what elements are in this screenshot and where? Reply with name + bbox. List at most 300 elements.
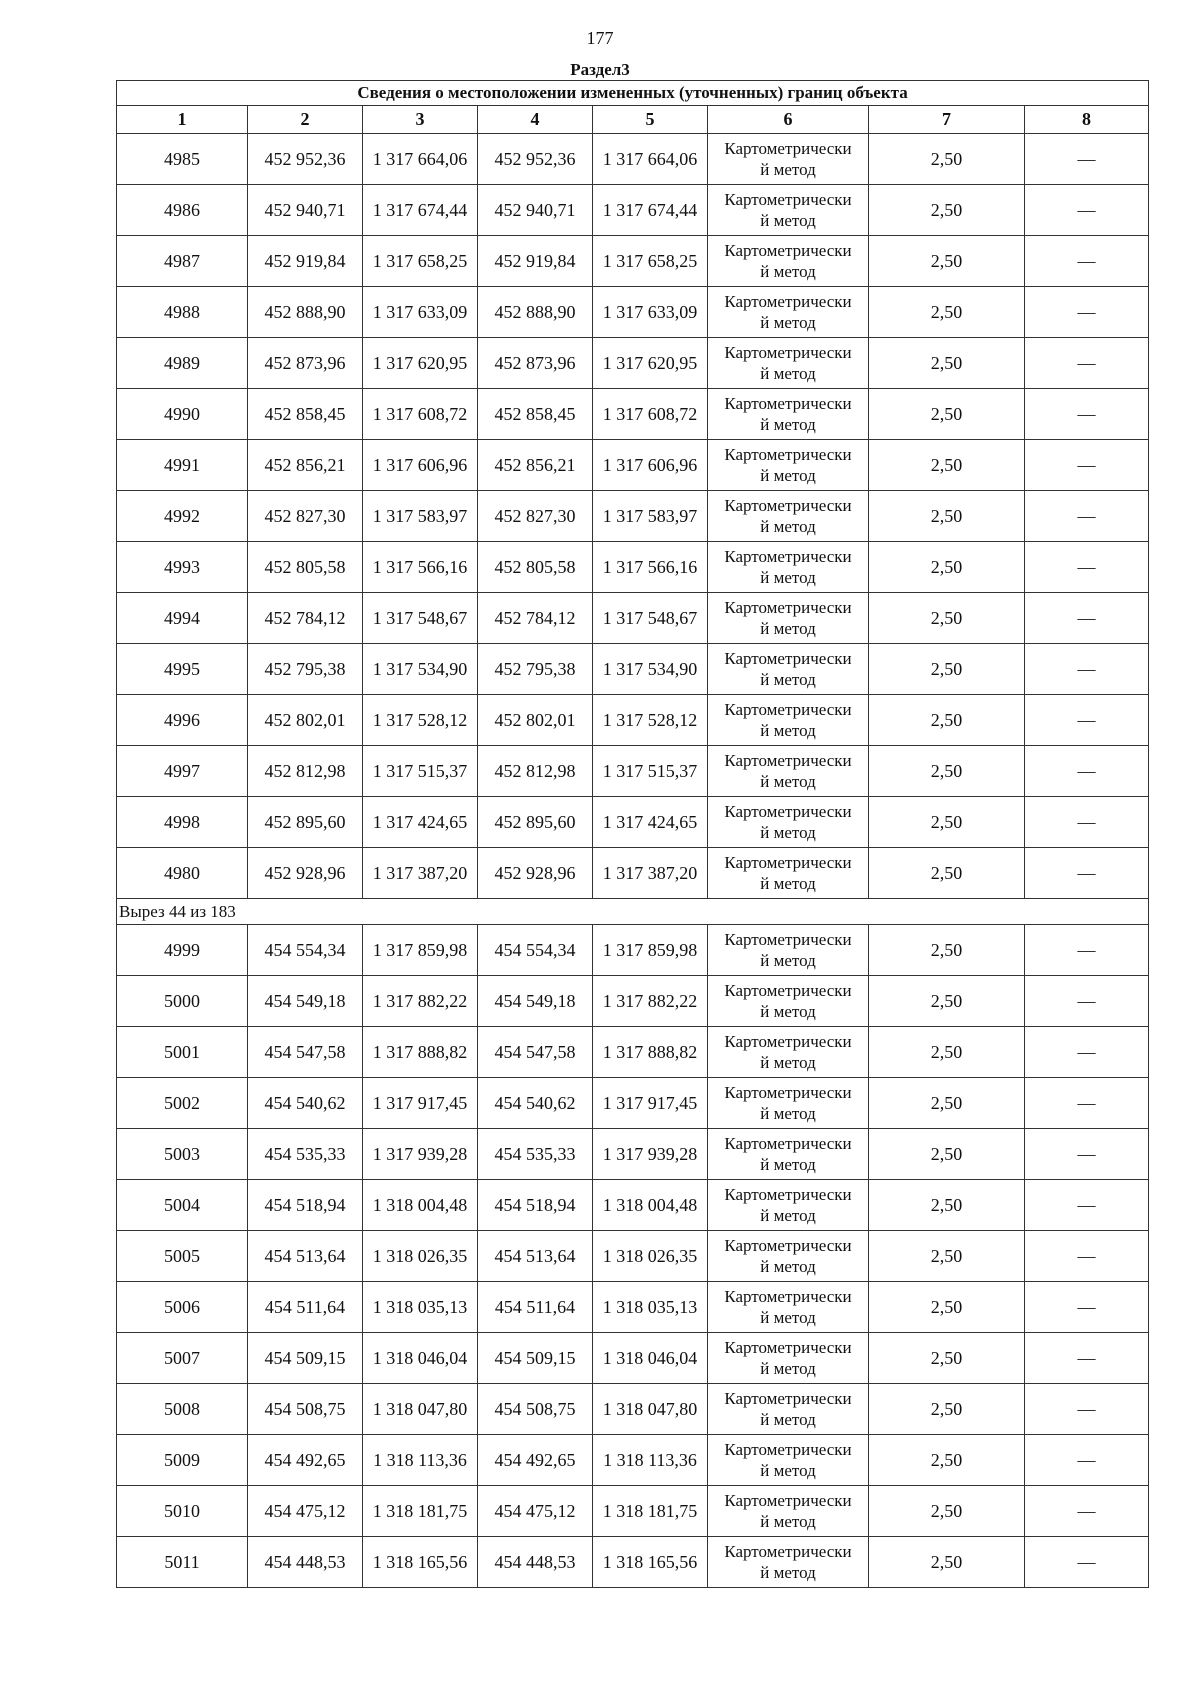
coord-x-new: 452 805,58 [478,542,593,593]
method-line-1: Картометрически [724,1542,852,1561]
accuracy: 2,50 [869,593,1025,644]
description-dash: — [1025,389,1149,440]
coord-y-existing: 1 317 534,90 [363,644,478,695]
table-row [117,1027,1149,1078]
point-number: 5006 [117,1282,248,1333]
coord-x-new: 454 554,34 [478,925,593,976]
description-dash: — [1025,797,1149,848]
method-cell [708,797,869,848]
coord-x-new: 454 549,18 [478,976,593,1027]
coord-x-existing: 454 547,58 [248,1027,363,1078]
coord-x-new: 452 858,45 [478,389,593,440]
coord-x-new: 454 448,53 [478,1537,593,1588]
accuracy: 2,50 [869,134,1025,185]
coord-x-new: 454 535,33 [478,1129,593,1180]
coord-y-existing: 1 317 583,97 [363,491,478,542]
accuracy: 2,50 [869,287,1025,338]
accuracy: 2,50 [869,440,1025,491]
group-label: Вырез 44 из 183 [117,899,1149,925]
description-dash: — [1025,134,1149,185]
accuracy: 2,50 [869,1027,1025,1078]
table-row [117,1435,1149,1486]
point-number: 4994 [117,593,248,644]
coord-y-existing: 1 317 658,25 [363,236,478,287]
method-line-1: Картометрически [724,598,852,617]
coord-y-existing: 1 317 620,95 [363,338,478,389]
coord-y-new: 1 317 882,22 [593,976,708,1027]
method-line-2: й метод [760,211,816,230]
coord-y-new: 1 318 165,56 [593,1537,708,1588]
section-title: Раздел3 [570,60,630,79]
coord-x-existing: 452 784,12 [248,593,363,644]
coord-x-existing: 452 827,30 [248,491,363,542]
accuracy: 2,50 [869,976,1025,1027]
column-header-4: 4 [478,106,593,134]
method-line-2: й метод [760,874,816,893]
accuracy: 2,50 [869,185,1025,236]
accuracy: 2,50 [869,491,1025,542]
point-number: 5009 [117,1435,248,1486]
coord-y-existing: 1 317 515,37 [363,746,478,797]
description-dash: — [1025,1333,1149,1384]
table-row [117,593,1149,644]
coord-x-new: 454 508,75 [478,1384,593,1435]
coord-y-existing: 1 318 047,80 [363,1384,478,1435]
accuracy: 2,50 [869,746,1025,797]
description-dash: — [1025,185,1149,236]
method-line-1: Картометрически [724,1338,852,1357]
accuracy: 2,50 [869,338,1025,389]
coord-x-existing: 454 448,53 [248,1537,363,1588]
column-header-5: 5 [593,106,708,134]
method-line-2: й метод [760,160,816,179]
point-number: 4997 [117,746,248,797]
coord-x-new: 454 547,58 [478,1027,593,1078]
coord-x-existing: 452 873,96 [248,338,363,389]
coord-x-new: 454 518,94 [478,1180,593,1231]
coord-y-new: 1 317 674,44 [593,185,708,236]
coord-x-existing: 454 509,15 [248,1333,363,1384]
method-line-1: Картометрически [724,1287,852,1306]
description-dash: — [1025,1435,1149,1486]
coord-x-new: 452 888,90 [478,287,593,338]
description-dash: — [1025,1384,1149,1435]
coord-y-new: 1 317 424,65 [593,797,708,848]
coord-x-existing: 452 795,38 [248,644,363,695]
point-number: 5010 [117,1486,248,1537]
coord-y-new: 1 317 548,67 [593,593,708,644]
table-row [117,491,1149,542]
point-number: 4993 [117,542,248,593]
description-dash: — [1025,1129,1149,1180]
point-number: 4998 [117,797,248,848]
coord-x-new: 454 475,12 [478,1486,593,1537]
table-title-row [117,81,1149,106]
coord-x-existing: 452 895,60 [248,797,363,848]
table-row [117,1129,1149,1180]
method-line-2: й метод [760,466,816,485]
coord-y-new: 1 317 387,20 [593,848,708,899]
method-line-2: й метод [760,1053,816,1072]
coord-y-existing: 1 317 633,09 [363,287,478,338]
coord-y-new: 1 318 046,04 [593,1333,708,1384]
point-number: 4990 [117,389,248,440]
group-separator-row [117,899,1149,925]
coord-x-existing: 454 508,75 [248,1384,363,1435]
coord-y-existing: 1 317 387,20 [363,848,478,899]
coord-y-new: 1 317 664,06 [593,134,708,185]
column-header-row [117,106,1149,134]
coord-x-new: 452 856,21 [478,440,593,491]
coord-y-existing: 1 317 606,96 [363,440,478,491]
coord-y-new: 1 317 606,96 [593,440,708,491]
method-line-2: й метод [760,1410,816,1429]
method-cell [708,593,869,644]
coord-y-new: 1 318 113,36 [593,1435,708,1486]
description-dash: — [1025,1180,1149,1231]
point-number: 4991 [117,440,248,491]
coord-x-existing: 454 475,12 [248,1486,363,1537]
point-number: 5003 [117,1129,248,1180]
point-number: 4989 [117,338,248,389]
accuracy: 2,50 [869,1078,1025,1129]
method-line-1: Картометрически [724,1083,852,1102]
coord-x-existing: 452 858,45 [248,389,363,440]
description-dash: — [1025,440,1149,491]
method-line-2: й метод [760,619,816,638]
method-cell [708,1282,869,1333]
method-line-2: й метод [760,1257,816,1276]
method-line-2: й метод [760,415,816,434]
method-cell [708,1333,869,1384]
method-line-2: й метод [760,1206,816,1225]
method-line-2: й метод [760,721,816,740]
accuracy: 2,50 [869,1537,1025,1588]
table-row [117,976,1149,1027]
coord-y-new: 1 317 534,90 [593,644,708,695]
table-row [117,542,1149,593]
coordinates-table [116,80,1149,1588]
method-cell [708,644,869,695]
method-line-1: Картометрически [724,802,852,821]
method-line-1: Картометрически [724,930,852,949]
column-header-8: 8 [1025,106,1149,134]
coord-x-new: 452 812,98 [478,746,593,797]
point-number: 5000 [117,976,248,1027]
column-header-1: 1 [117,106,248,134]
method-line-2: й метод [760,1461,816,1480]
accuracy: 2,50 [869,695,1025,746]
method-line-2: й метод [760,1104,816,1123]
method-cell [708,389,869,440]
coord-x-existing: 454 540,62 [248,1078,363,1129]
coord-x-new: 452 940,71 [478,185,593,236]
point-number: 5011 [117,1537,248,1588]
method-line-1: Картометрически [724,1389,852,1408]
method-cell [708,338,869,389]
point-number: 4995 [117,644,248,695]
method-line-1: Картометрически [724,1491,852,1510]
coord-x-existing: 454 492,65 [248,1435,363,1486]
point-number: 4992 [117,491,248,542]
coord-y-existing: 1 317 566,16 [363,542,478,593]
coord-y-existing: 1 317 548,67 [363,593,478,644]
coord-x-new: 454 513,64 [478,1231,593,1282]
point-number: 4985 [117,134,248,185]
table-row [117,1231,1149,1282]
coord-x-existing: 454 554,34 [248,925,363,976]
accuracy: 2,50 [869,644,1025,695]
table-row [117,746,1149,797]
table-row [117,236,1149,287]
coord-y-new: 1 317 620,95 [593,338,708,389]
page-number: 177 [586,28,614,48]
table-row [117,1384,1149,1435]
accuracy: 2,50 [869,1333,1025,1384]
method-cell [708,1180,869,1231]
table-row [117,1486,1149,1537]
description-dash: — [1025,695,1149,746]
method-line-2: й метод [760,1563,816,1582]
method-line-1: Картометрически [724,1236,852,1255]
coord-y-new: 1 318 181,75 [593,1486,708,1537]
method-cell [708,746,869,797]
method-line-2: й метод [760,670,816,689]
method-cell [708,1537,869,1588]
method-line-2: й метод [760,1155,816,1174]
description-dash: — [1025,1078,1149,1129]
coord-x-new: 454 509,15 [478,1333,593,1384]
table-row [117,287,1149,338]
accuracy: 2,50 [869,1231,1025,1282]
coord-y-new: 1 317 917,45 [593,1078,708,1129]
point-number: 4996 [117,695,248,746]
coord-x-new: 452 795,38 [478,644,593,695]
coord-y-existing: 1 317 917,45 [363,1078,478,1129]
coord-y-existing: 1 317 664,06 [363,134,478,185]
coord-y-existing: 1 317 528,12 [363,695,478,746]
point-number: 5007 [117,1333,248,1384]
coord-x-existing: 454 511,64 [248,1282,363,1333]
coord-x-new: 452 802,01 [478,695,593,746]
table-row [117,925,1149,976]
coord-x-existing: 452 952,36 [248,134,363,185]
description-dash: — [1025,236,1149,287]
method-line-2: й метод [760,364,816,383]
coord-y-new: 1 317 888,82 [593,1027,708,1078]
method-cell [708,185,869,236]
coord-x-existing: 452 856,21 [248,440,363,491]
coord-x-existing: 454 513,64 [248,1231,363,1282]
point-number: 4988 [117,287,248,338]
coord-y-existing: 1 318 165,56 [363,1537,478,1588]
coord-y-existing: 1 318 004,48 [363,1180,478,1231]
description-dash: — [1025,1282,1149,1333]
method-line-2: й метод [760,313,816,332]
method-line-1: Картометрически [724,1134,852,1153]
coord-y-new: 1 318 026,35 [593,1231,708,1282]
method-line-2: й метод [760,262,816,281]
coord-x-existing: 452 928,96 [248,848,363,899]
coord-x-existing: 452 888,90 [248,287,363,338]
description-dash: — [1025,1537,1149,1588]
method-cell [708,1384,869,1435]
method-line-1: Картометрически [724,292,852,311]
method-line-1: Картометрически [724,649,852,668]
table-row [117,848,1149,899]
table-body [117,134,1149,1588]
table-row [117,1180,1149,1231]
method-line-1: Картометрически [724,1440,852,1459]
description-dash: — [1025,746,1149,797]
method-line-1: Картометрически [724,547,852,566]
method-line-1: Картометрически [724,139,852,158]
coord-y-new: 1 318 047,80 [593,1384,708,1435]
table-row [117,185,1149,236]
coord-y-existing: 1 318 181,75 [363,1486,478,1537]
coord-y-new: 1 318 035,13 [593,1282,708,1333]
coord-x-existing: 454 549,18 [248,976,363,1027]
method-line-2: й метод [760,1002,816,1021]
description-dash: — [1025,491,1149,542]
column-header-6: 6 [708,106,869,134]
method-line-1: Картометрически [724,700,852,719]
table-title: Сведения о местоположении измененных (уточненных) границ объекта [117,81,1149,106]
table-row [117,695,1149,746]
coord-x-new: 454 492,65 [478,1435,593,1486]
accuracy: 2,50 [869,1180,1025,1231]
method-line-2: й метод [760,823,816,842]
column-header-7: 7 [869,106,1025,134]
method-cell [708,1486,869,1537]
description-dash: — [1025,1486,1149,1537]
method-line-1: Картометрически [724,343,852,362]
table-row [117,440,1149,491]
description-dash: — [1025,1231,1149,1282]
method-cell [708,134,869,185]
method-line-2: й метод [760,1512,816,1531]
method-cell [708,695,869,746]
description-dash: — [1025,976,1149,1027]
method-line-1: Картометрически [724,1032,852,1051]
method-line-2: й метод [760,1359,816,1378]
table-row [117,797,1149,848]
accuracy: 2,50 [869,542,1025,593]
table-row [117,1333,1149,1384]
coord-y-existing: 1 317 882,22 [363,976,478,1027]
coord-x-existing: 452 812,98 [248,746,363,797]
method-cell [708,491,869,542]
coord-y-new: 1 317 566,16 [593,542,708,593]
point-number: 5002 [117,1078,248,1129]
table-row [117,1282,1149,1333]
coord-x-new: 452 784,12 [478,593,593,644]
description-dash: — [1025,338,1149,389]
description-dash: — [1025,542,1149,593]
method-cell [708,925,869,976]
point-number: 4986 [117,185,248,236]
coord-y-new: 1 317 658,25 [593,236,708,287]
method-cell [708,1078,869,1129]
coord-y-new: 1 317 939,28 [593,1129,708,1180]
point-number: 5005 [117,1231,248,1282]
method-line-2: й метод [760,568,816,587]
description-dash: — [1025,644,1149,695]
accuracy: 2,50 [869,236,1025,287]
coord-y-new: 1 318 004,48 [593,1180,708,1231]
method-line-1: Картометрически [724,853,852,872]
point-number: 5004 [117,1180,248,1231]
coord-y-existing: 1 317 939,28 [363,1129,478,1180]
description-dash: — [1025,1027,1149,1078]
table-row [117,1078,1149,1129]
coord-x-new: 454 511,64 [478,1282,593,1333]
coord-x-new: 452 873,96 [478,338,593,389]
coord-y-new: 1 317 633,09 [593,287,708,338]
table-row [117,134,1149,185]
column-header-2: 2 [248,106,363,134]
method-cell [708,1435,869,1486]
description-dash: — [1025,848,1149,899]
accuracy: 2,50 [869,1129,1025,1180]
coord-y-new: 1 317 859,98 [593,925,708,976]
method-line-1: Картометрически [724,241,852,260]
accuracy: 2,50 [869,1282,1025,1333]
table-row [117,389,1149,440]
method-cell [708,236,869,287]
coord-x-existing: 452 802,01 [248,695,363,746]
method-line-1: Картометрически [724,1185,852,1204]
coord-y-existing: 1 317 674,44 [363,185,478,236]
accuracy: 2,50 [869,925,1025,976]
method-line-2: й метод [760,1308,816,1327]
coord-x-new: 452 827,30 [478,491,593,542]
table-row [117,338,1149,389]
coord-y-existing: 1 317 608,72 [363,389,478,440]
description-dash: — [1025,593,1149,644]
coord-x-new: 452 919,84 [478,236,593,287]
coord-y-existing: 1 318 113,36 [363,1435,478,1486]
coord-y-existing: 1 318 026,35 [363,1231,478,1282]
point-number: 4980 [117,848,248,899]
method-cell [708,1231,869,1282]
accuracy: 2,50 [869,389,1025,440]
accuracy: 2,50 [869,797,1025,848]
method-cell [708,440,869,491]
coord-x-existing: 452 919,84 [248,236,363,287]
method-line-2: й метод [760,772,816,791]
accuracy: 2,50 [869,1486,1025,1537]
point-number: 4987 [117,236,248,287]
coord-x-existing: 454 535,33 [248,1129,363,1180]
method-line-1: Картометрически [724,981,852,1000]
coord-x-existing: 452 805,58 [248,542,363,593]
accuracy: 2,50 [869,1384,1025,1435]
method-cell [708,976,869,1027]
coord-x-existing: 454 518,94 [248,1180,363,1231]
point-number: 4999 [117,925,248,976]
description-dash: — [1025,287,1149,338]
coord-x-new: 452 928,96 [478,848,593,899]
coord-x-new: 454 540,62 [478,1078,593,1129]
point-number: 5001 [117,1027,248,1078]
coord-y-existing: 1 317 888,82 [363,1027,478,1078]
method-line-2: й метод [760,517,816,536]
method-line-2: й метод [760,951,816,970]
coord-y-new: 1 317 608,72 [593,389,708,440]
coord-y-new: 1 317 515,37 [593,746,708,797]
coord-y-new: 1 317 583,97 [593,491,708,542]
